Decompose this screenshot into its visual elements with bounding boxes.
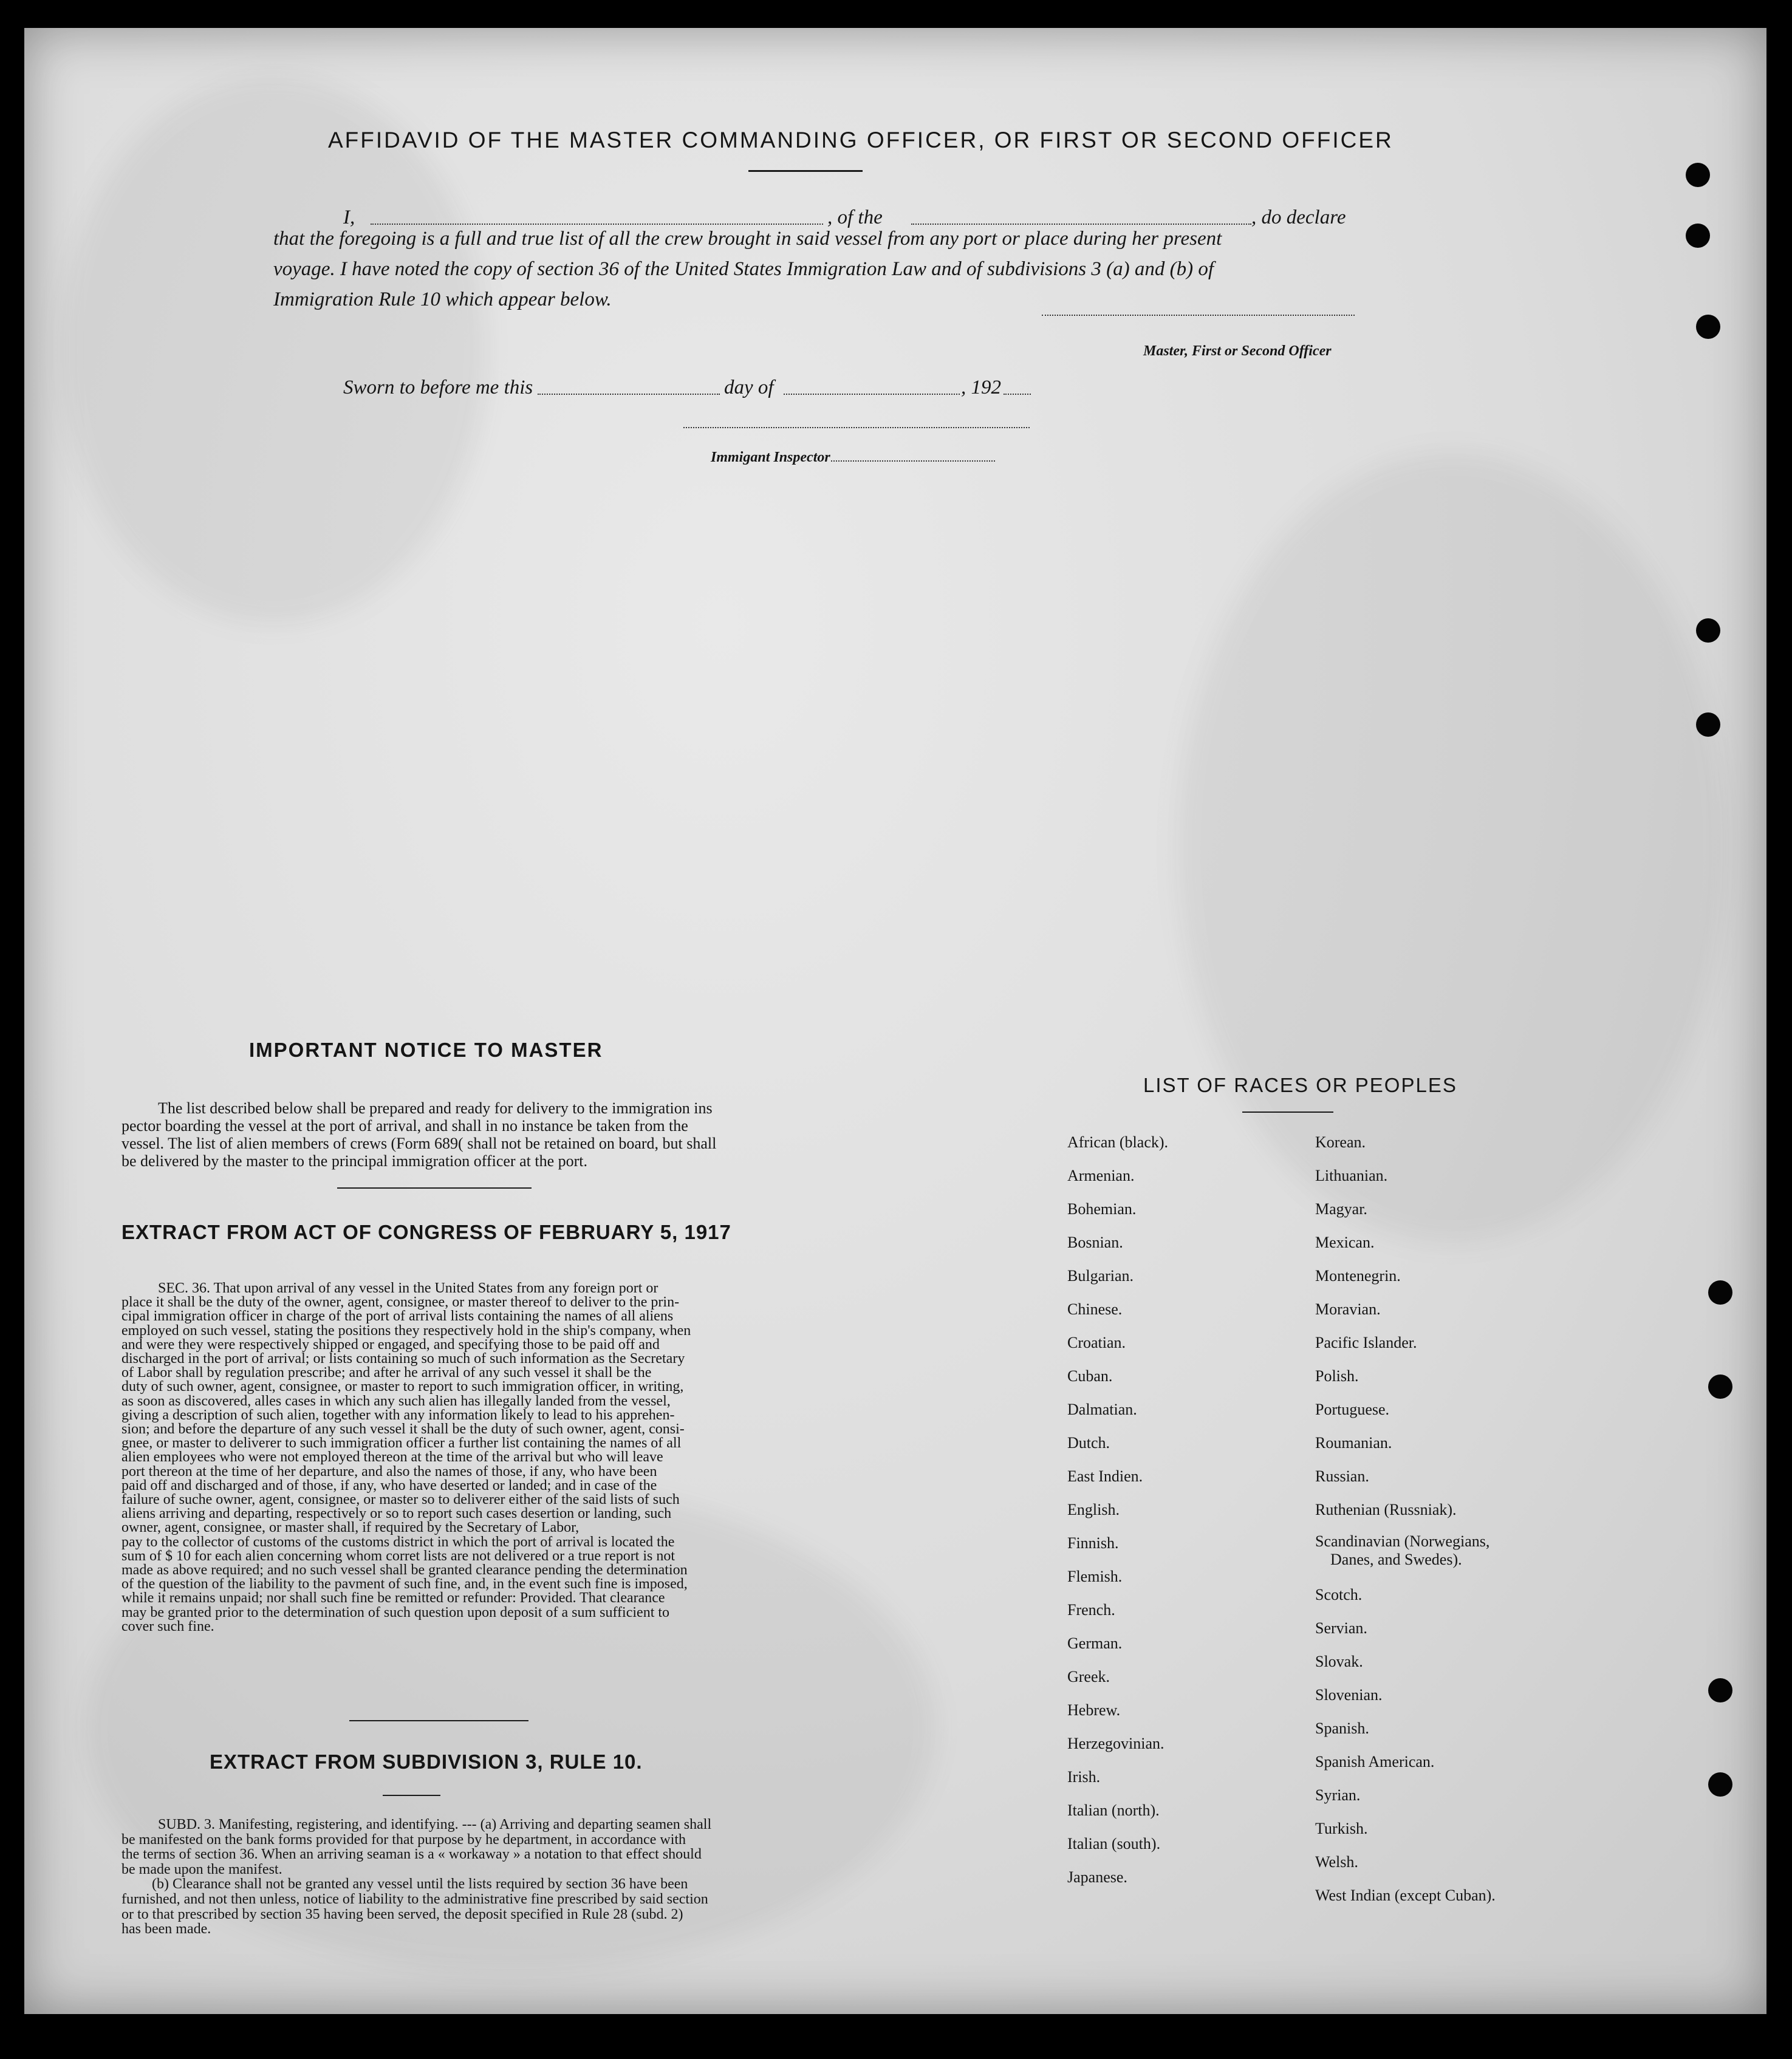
notice-line: pector boarding the vessel at the port of arrival, and shall in no instance be taken from the — [121, 1117, 688, 1135]
sworn-day-line[interactable] — [538, 394, 720, 395]
race-item: African (black). — [1067, 1133, 1169, 1151]
race-item: Welsh. — [1315, 1853, 1358, 1871]
act-line: port thereon at the time of her departure, and also the names of those, if any, who have been — [121, 1463, 657, 1480]
sworn-month-line[interactable] — [784, 394, 960, 395]
act-line: while it remains unpaid; nor shall such fine be remitted or refunder: Provided. That clearance — [121, 1590, 665, 1607]
race-item: Flemish. — [1067, 1568, 1123, 1585]
race-item: Hebrew. — [1067, 1701, 1121, 1719]
act-line: cipal immigration officer in charge of the port of arrival lists containing the names of all aliens — [121, 1308, 674, 1325]
notice-title: IMPORTANT NOTICE TO MASTER — [249, 1039, 603, 1061]
rule-line: the terms of section 36. When an arriving seaman is a « workaway » a notation to that effect should — [121, 1846, 702, 1863]
race-item: Dalmatian. — [1067, 1401, 1137, 1418]
race-item: Dutch. — [1067, 1434, 1110, 1452]
race-item: Finnish. — [1067, 1534, 1119, 1552]
of-the-label: , of the — [827, 207, 883, 228]
punch-hole — [1708, 1280, 1732, 1305]
rule-line: (b) Clearance shall not be granted any vessel until the lists required by section 36 have been — [152, 1876, 688, 1893]
rule-line: be made upon the manifest. — [121, 1861, 282, 1877]
race-item: Croatian. — [1067, 1334, 1126, 1351]
inspector-caption: Immigant Inspector — [711, 449, 830, 465]
race-item: Servian. — [1315, 1619, 1367, 1637]
act-line: made as above required; and no such vessel shall be granted clearance pending the determination — [121, 1562, 688, 1579]
race-item: Irish. — [1067, 1768, 1101, 1786]
race-item: Scandinavian (Norwegians, — [1315, 1532, 1490, 1550]
race-item: Lithuanian. — [1315, 1167, 1388, 1184]
master-caption: Master, First or Second Officer — [1143, 343, 1332, 359]
act-line: and were they were respectively shipped or engaged, and specifying those to be paid off and — [121, 1336, 660, 1353]
declare-label: , do declare — [1251, 207, 1346, 228]
rule-line: SUBD. 3. Manifesting, registering, and identifying. --- (a) Arriving and departing seamen shall — [158, 1817, 712, 1832]
act-line: SEC. 36. That upon arrival of any vessel in the United States from any foreign port or — [158, 1280, 658, 1296]
act-line: pay to the collector of customs of the customs district in which the port of arrival is located the — [121, 1534, 675, 1550]
notice-line: be delivered by the master to the principal immigration officer at the port. — [121, 1152, 587, 1170]
act-extract-text — [121, 1282, 759, 1634]
races-left-column — [1067, 1125, 1168, 1894]
punch-hole — [1696, 712, 1720, 737]
race-item: Korean. — [1315, 1133, 1366, 1151]
notice-text — [121, 1099, 759, 1170]
race-item: Montenegrin. — [1315, 1267, 1401, 1285]
race-item: Turkish. — [1315, 1820, 1368, 1837]
race-item: German. — [1067, 1634, 1123, 1652]
rule-extract-text — [121, 1817, 759, 1937]
notice-line: vessel. The list of alien members of crews (Form 689( shall not be retained on board, but shall — [121, 1135, 717, 1152]
act-line: sion; and before the departure of any such vessel it shall be the duty of such owner, agent, consi- — [121, 1421, 685, 1438]
race-item: Magyar. — [1315, 1200, 1367, 1218]
notice-line: The list described below shall be prepared and ready for delivery to the immigration ins — [158, 1099, 713, 1117]
i-label: I, — [343, 207, 355, 228]
inspector-signature-line[interactable] — [683, 427, 1030, 428]
race-item: Portuguese. — [1315, 1401, 1390, 1418]
punch-hole — [1696, 618, 1720, 643]
act-line: place it shall be the duty of the owner, agent, consignee, or master thereof to deliver to the prin- — [121, 1294, 680, 1311]
smudge — [61, 77, 486, 623]
race-item: Cuban. — [1067, 1367, 1113, 1385]
smudge — [1178, 453, 1725, 1243]
race-item: Polish. — [1315, 1367, 1359, 1385]
affidavit-body — [273, 224, 1342, 315]
act-line: failure of suche owner, agent, consignee, or master so to deliverer either of the said lists of such — [121, 1492, 680, 1508]
divider — [1242, 1111, 1333, 1113]
race-item: Herzegovinian. — [1067, 1735, 1164, 1752]
races-title: LIST OF RACES OR PEOPLES — [1143, 1074, 1457, 1096]
act-line: employed on such vessel, stating the positions they respectively hold in the ship's company, when — [121, 1322, 691, 1339]
act-line: paid off and discharged and of those, if any, who have deserted or landed; and in case of the — [121, 1477, 657, 1494]
race-item: Armenian. — [1067, 1167, 1135, 1184]
act-line: cover such fine. — [121, 1618, 214, 1634]
act-line: duty of such owner, agent, consignee, or master to report to such immigration officer, in writing, — [121, 1379, 684, 1395]
divider — [337, 1187, 532, 1189]
race-item: Danes, and Swedes). — [1330, 1551, 1462, 1568]
act-line: owner, agent, consignee, or master shall, if required by the Secretary of Labor, — [121, 1520, 580, 1536]
day-of-label: day of — [724, 377, 774, 398]
affidavit-title: AFFIDAVID OF THE MASTER COMMANDING OFFICER, OR FIRST OR SECOND OFFICER — [328, 128, 1394, 152]
document-page — [24, 28, 1766, 2014]
punch-hole — [1708, 1772, 1732, 1797]
punch-hole — [1708, 1678, 1732, 1702]
sworn-label: Sworn to before me this — [343, 377, 533, 398]
race-item: English. — [1067, 1501, 1120, 1518]
race-item: East Indien. — [1067, 1467, 1143, 1485]
punch-hole — [1708, 1374, 1732, 1399]
affidavit-body-line: Immigration Rule 10 which appear below. — [273, 289, 612, 310]
rule-line: be manifested on the bank forms provided for that purpose by he department, in accordance with — [121, 1831, 686, 1848]
race-item: Scotch. — [1315, 1586, 1363, 1603]
inspector-line[interactable] — [831, 460, 995, 462]
race-item: Syrian. — [1315, 1786, 1361, 1804]
race-item: Bosnian. — [1067, 1234, 1123, 1251]
act-line: alien employees who were not employed thereon at the time of the arrival but who will leave — [121, 1449, 663, 1466]
affidavit-body-line: that the foregoing is a full and true list of all the crew brought in said vessel from any port or place during her present — [273, 228, 1222, 250]
race-item: Mexican. — [1315, 1234, 1375, 1251]
master-signature-line[interactable] — [1042, 315, 1355, 316]
rule-extract-title: EXTRACT FROM SUBDIVISION 3, RULE 10. — [210, 1750, 643, 1773]
race-item: Russian. — [1315, 1467, 1369, 1485]
act-line: sum of $ 10 for each alien concerning whom corret lists are not delivered or a true report is not — [121, 1548, 675, 1564]
race-item: Ruthenian (Russniak). — [1315, 1501, 1457, 1518]
race-item: Italian (north). — [1067, 1801, 1160, 1819]
act-line: gnee, or master to deliverer to such immigration officer a further list containing the names of all — [121, 1435, 682, 1452]
races-right-column — [1315, 1125, 1496, 1912]
act-line: discharged in the port of arrival; or lists containing so much of such information as the Secretary — [121, 1351, 685, 1367]
divider — [349, 1720, 528, 1721]
rule-line: has been made. — [121, 1921, 211, 1938]
race-item: Spanish American. — [1315, 1753, 1435, 1770]
race-item: Chinese. — [1067, 1300, 1123, 1318]
punch-hole — [1686, 224, 1710, 248]
sworn-year-line[interactable] — [1004, 394, 1031, 395]
act-extract-title: EXTRACT FROM ACT OF CONGRESS OF FEBRUARY 5, 1917 — [121, 1221, 731, 1243]
race-item: Spanish. — [1315, 1719, 1369, 1737]
race-item: Moravian. — [1315, 1300, 1381, 1318]
act-line: as soon as discovered, alles cases in which any such alien has illegally landed from the vessel, — [121, 1393, 671, 1409]
race-item: Bohemian. — [1067, 1200, 1137, 1218]
race-item: French. — [1067, 1601, 1115, 1619]
act-line: giving a description of such alien, together with any information likely to lead to his apprehen- — [121, 1407, 675, 1423]
race-item: Pacific Islander. — [1315, 1334, 1417, 1351]
act-line: of the question of the liability to the pavment of such fine, and, in the event such fine is imposed, — [121, 1576, 688, 1593]
race-item: Slovak. — [1315, 1653, 1363, 1670]
rule-line: or to that prescribed by section 35 having been served, the deposit specified in Rule 28 (subd. 2) — [121, 1906, 683, 1922]
race-item: Bulgarian. — [1067, 1267, 1134, 1285]
act-line: aliens arriving and departing, respectively or so to report such cases desertion or landing, such — [121, 1506, 672, 1522]
divider — [748, 170, 863, 172]
year-label: , 192 — [961, 377, 1001, 398]
rule-line: furnished, and not then unless, notice of liability to the administrative fine prescribed by said section — [121, 1891, 708, 1907]
race-item: Roumanian. — [1315, 1434, 1392, 1452]
race-item: Italian (south). — [1067, 1835, 1161, 1852]
act-line: of Labor shall by regulation prescribe; and after he arrival of any such vessel it shall be the — [121, 1365, 652, 1381]
punch-hole — [1696, 315, 1720, 339]
divider — [383, 1795, 440, 1796]
race-item: Slovenian. — [1315, 1686, 1383, 1704]
race-item: Greek. — [1067, 1668, 1110, 1685]
punch-hole — [1686, 163, 1710, 187]
act-line: may be granted prior to the determination of such question upon deposit of a sum sufficient to — [121, 1604, 670, 1620]
race-item: West Indian (except Cuban). — [1315, 1887, 1496, 1904]
race-item: Japanese. — [1067, 1868, 1127, 1886]
affidavit-body-line: voyage. I have noted the copy of section 36 of the United States Immigration Law and of subdivisions 3 (a) and (b) of — [273, 258, 1214, 280]
